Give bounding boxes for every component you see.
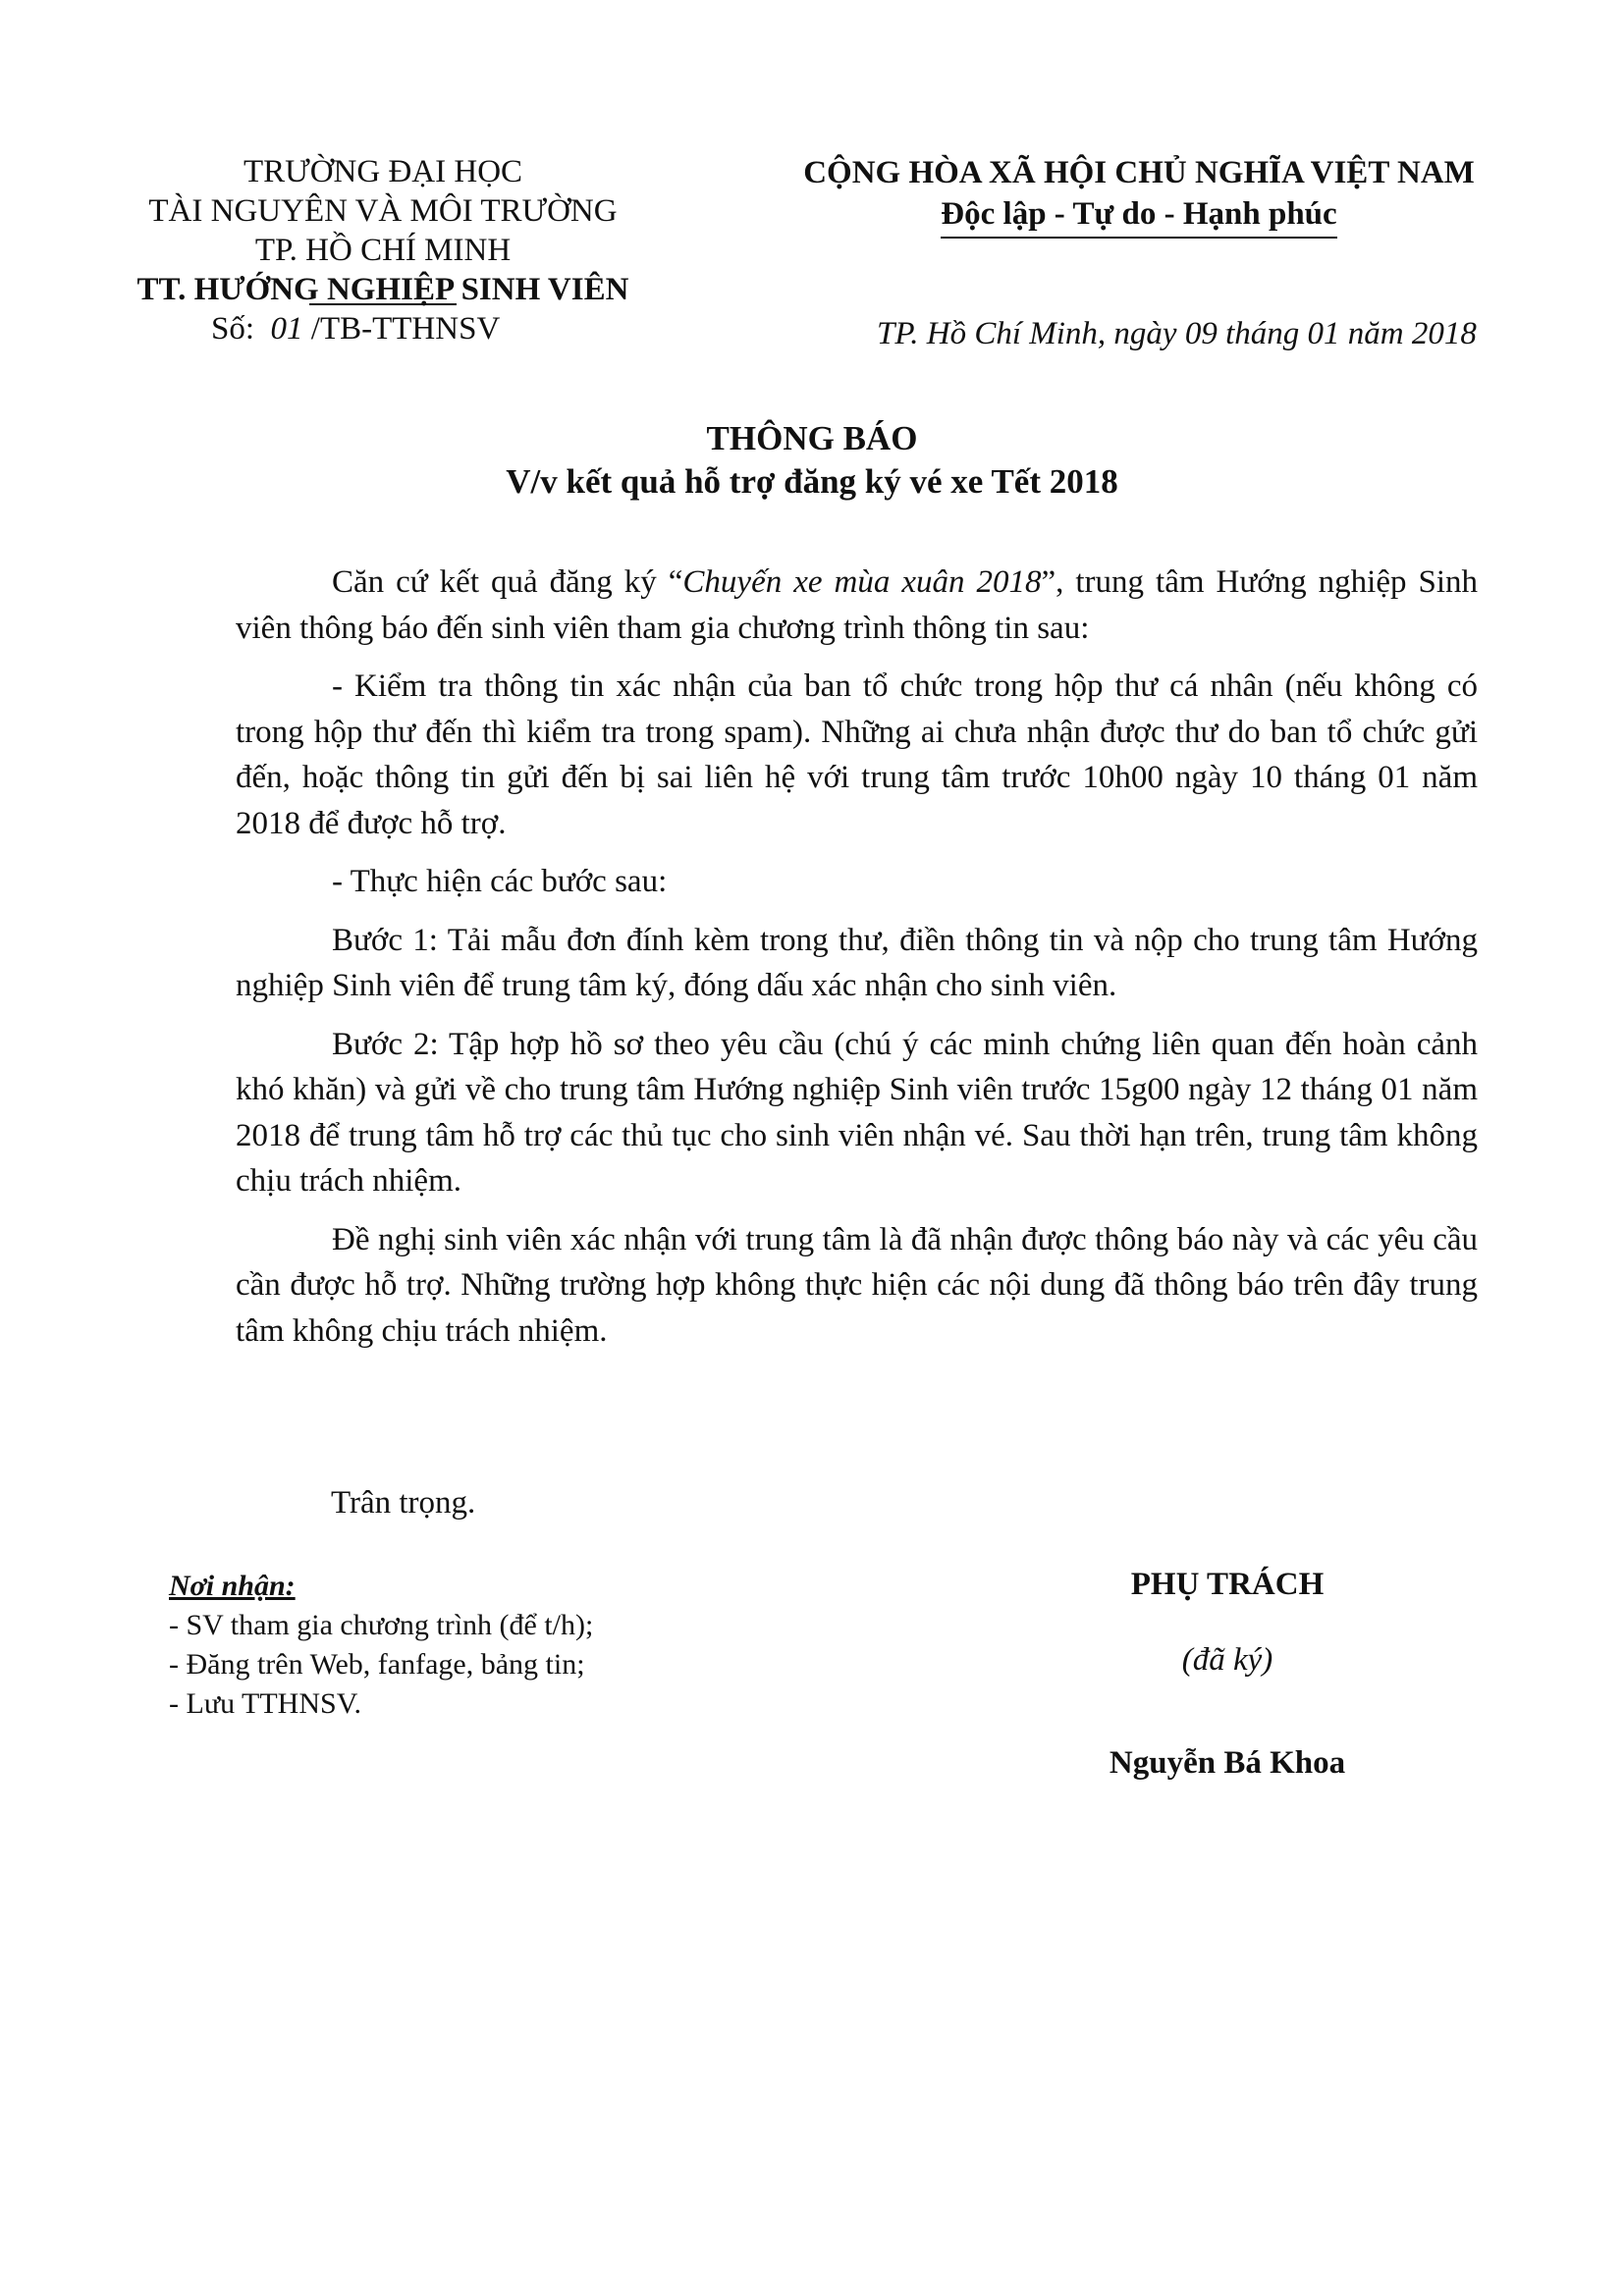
body-p1-text-end: ”, trung tâm Hướng nghiệp Sinh viên thông báo đến sinh viên tham gia chương trình thông tin sau: — [236, 564, 1479, 646]
document-subject: V/v kết quả hỗ trợ đăng ký vé xe Tết 2018 — [506, 462, 1118, 501]
signed-note: (đã ký) — [1181, 1642, 1273, 1678]
recipient-item: - Đăng trên Web, fanfage, bảng tin; — [169, 1648, 585, 1681]
program-name: Chuyến xe mùa xuân 2018 — [682, 564, 1042, 600]
document-number-prefix: Số: — [211, 311, 255, 347]
document-number — [98, 309, 668, 348]
document-date: TP. Hồ Chí Minh, ngày 09 tháng 01 năm 2018 — [877, 316, 1477, 351]
document-title: THÔNG BÁO — [706, 419, 918, 457]
body-paragraph-3: - Thực hiện các bước sau: — [332, 864, 668, 899]
document-number-value: 01 — [270, 311, 303, 347]
recipients-list — [169, 1606, 593, 1724]
signature-block — [982, 1567, 1473, 1782]
national-header — [746, 152, 1532, 239]
document-number-suffix: /TB-TTHNSV — [310, 311, 501, 347]
closing-greeting: Trân trọng. — [331, 1485, 476, 1521]
body-paragraph-step-2: Bước 2: Tập hợp hồ sơ theo yêu cầu (chú ý các minh chứng liên quan đến hoàn cảnh khó khăn) và gửi về cho trung tâm Hướng nghiệp Sinh viên trước 15g00 ngày 12 tháng 01 năm 2018 để trung tâm hỗ trợ các thủ tục cho sinh viên nhận vé. Sau thời hạn trên, trung tâm không chịu trách nhiệm. — [236, 1026, 1478, 1199]
body-paragraph-step-1: Bước 1: Tải mẫu đơn đính kèm trong thư, điền thông tin và nộp cho trung tâm Hướng nghiệp Sinh viên để trung tâm ký, đóng dấu xác nhận cho sinh viên. — [236, 922, 1478, 1003]
recipient-item: - Lưu TTHNSV. — [169, 1687, 361, 1720]
document-title-block — [0, 417, 1624, 504]
issuer-header — [98, 152, 668, 348]
body-paragraph-2: - Kiểm tra thông tin xác nhận của ban tổ chức trong hộp thư cá nhân (nếu không có trong hộp thư đến thì kiểm tra trong spam). Những ai chưa nhận được thư do ban tổ chức gửi đến, hoặc thông tin gửi đến bị sai liên hệ với trung tâm trước 10h00 ngày 10 tháng 01 năm 2018 để được hỗ trợ. — [236, 668, 1478, 841]
body-p1-text-start: Căn cứ kết quả đăng ký “ — [332, 564, 683, 600]
signer-role: PHỤ TRÁCH — [1130, 1567, 1325, 1602]
body-paragraph-1 — [236, 560, 1478, 651]
issuer-university-line1: TRƯỜNG ĐẠI HỌC — [243, 154, 523, 189]
country-name: CỘNG HÒA XÃ HỘI CHỦ NGHĨA VIỆT NAM — [803, 155, 1475, 190]
recipients-title: Nơi nhận: — [169, 1570, 296, 1602]
national-motto: Độc lập - Tự do - Hạnh phúc — [941, 193, 1336, 239]
issuer-city: TP. HỒ CHÍ MINH — [254, 233, 512, 268]
issuer-university-line2: TÀI NGUYÊN VÀ MÔI TRƯỜNG — [148, 193, 618, 229]
recipient-item: - SV tham gia chương trình (để t/h); — [169, 1609, 594, 1641]
recipients-block — [169, 1567, 593, 1724]
signer-name: Nguyễn Bá Khoa — [1109, 1745, 1346, 1781]
document-body — [236, 560, 1478, 1366]
body-paragraph-request: Đề nghị sinh viên xác nhận với trung tâm là đã nhận được thông báo này và các yêu cầu cần được hỗ trợ. Những trường hợp không thực hiện các nội dung đã thông báo trên đây trung tâm không chịu trách nhiệm. — [236, 1221, 1478, 1349]
issuer-department: TT. HƯỚNG NGHIỆP SINH VIÊN — [136, 272, 629, 307]
